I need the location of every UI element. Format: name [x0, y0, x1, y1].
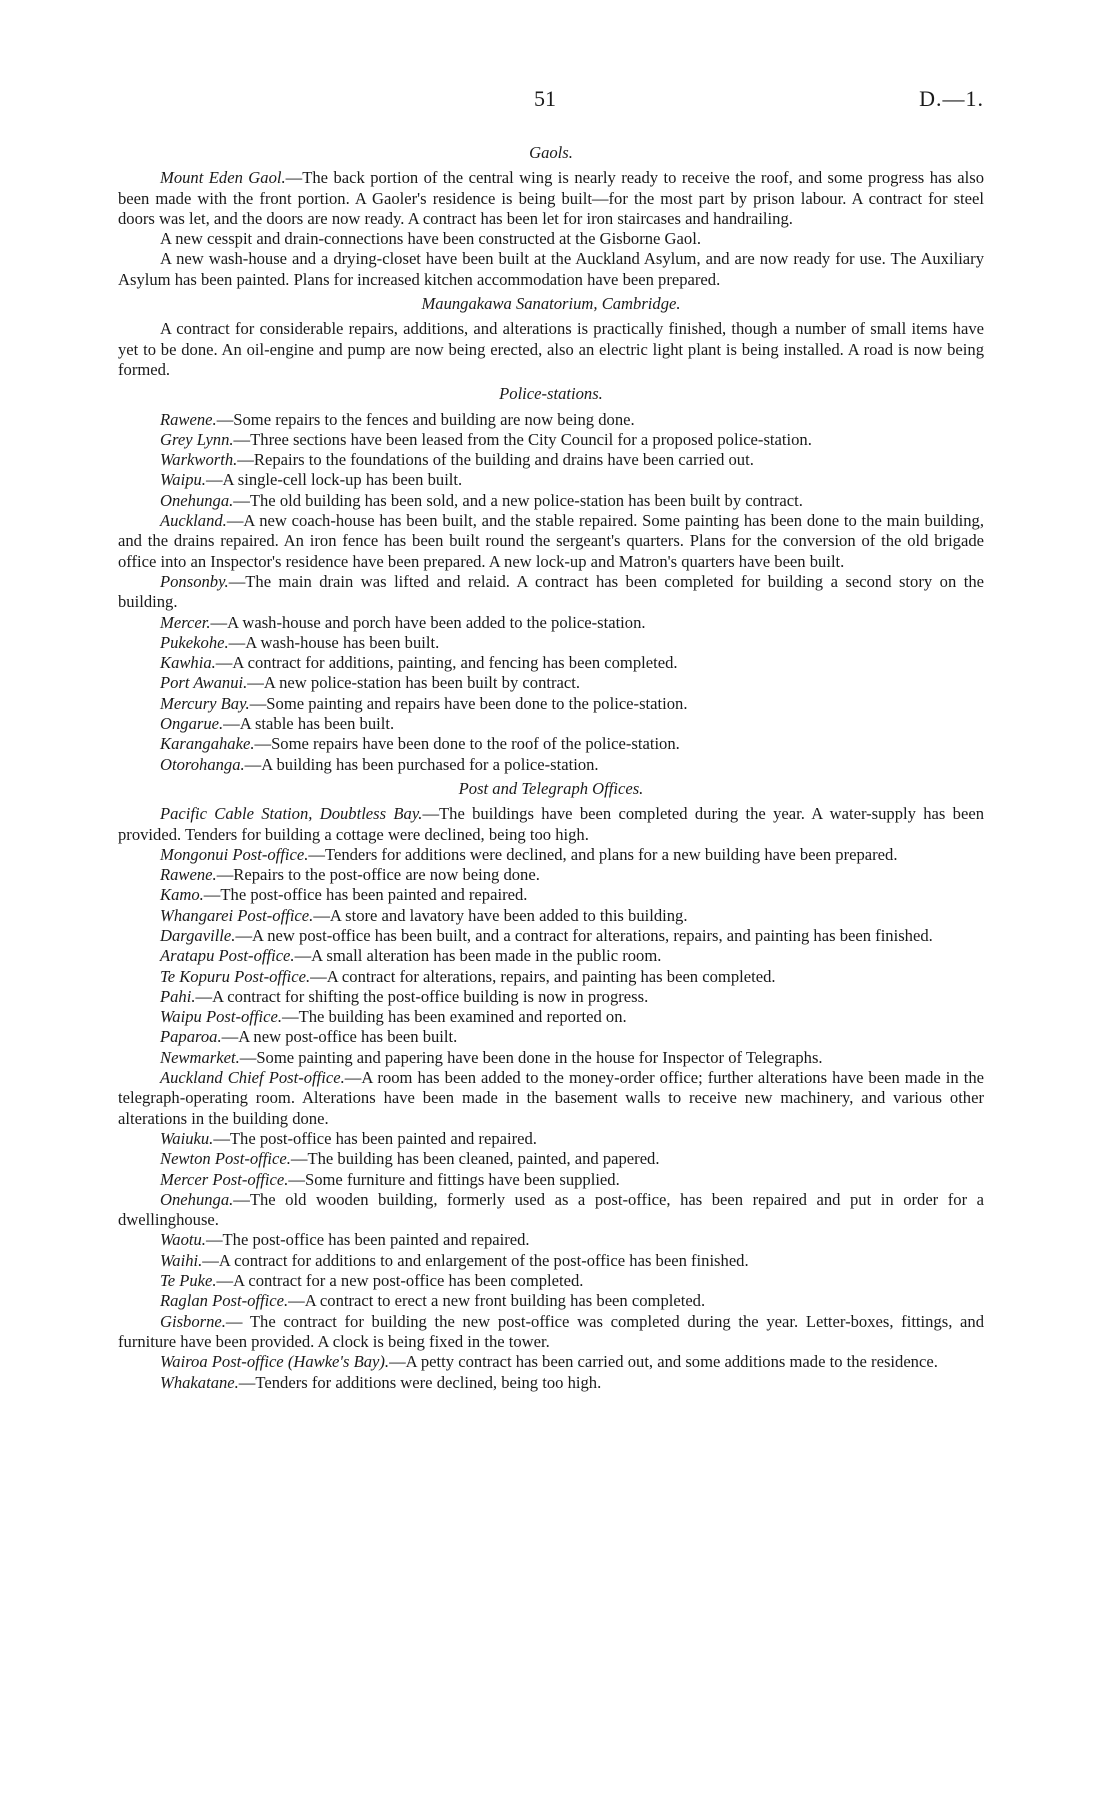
- paragraph: [118, 714, 984, 734]
- paragraph-lead: Port Awanui.: [160, 673, 248, 693]
- paragraph-lead: Pukekohe.: [160, 632, 229, 652]
- section-heading: Post and Telegraph Offices.: [458, 778, 644, 798]
- paragraph-text: —The post-office has been painted and repaired.: [203, 885, 528, 905]
- paragraph: [118, 168, 984, 229]
- paragraph-lead: Waotu.: [160, 1230, 206, 1250]
- paragraph-text: —A single-cell lock-up has been built.: [205, 470, 463, 490]
- paragraph-text: —Some furniture and fittings have been supplied.: [288, 1169, 620, 1189]
- paragraph-lead: Newton Post-office.: [160, 1149, 291, 1169]
- paragraph-text: —A wash-house and porch have been added to the police-station.: [210, 612, 646, 632]
- paragraph-text: —The building has been examined and reported on.: [281, 1007, 627, 1027]
- paragraph: [118, 1048, 984, 1068]
- paragraph-text: —A room has been added to the money-order office; further alterations have been made in the telegraph-operating room. Alterations have been made in the basement walls to receive new machinery, and various other alterations in the building done.: [118, 1068, 984, 1128]
- paragraph-lead: Ponsonby.: [160, 571, 229, 591]
- paragraph-text: —A store and lavatory have been added to this building.: [313, 905, 688, 925]
- paragraph-lead: Rawene.: [160, 409, 217, 429]
- paragraph-text: —A new police-station has been built by contract.: [247, 673, 581, 693]
- paragraph: [118, 987, 984, 1007]
- paragraph-text: —The buildings have been completed during the year. A water-supply has been provided. Tenders for building a cottage were declined, being too high.: [118, 804, 984, 844]
- paragraph-lead: Onehunga.: [160, 1189, 234, 1209]
- paragraph-lead: Mongonui Post-office.: [160, 844, 309, 864]
- paragraph-text: —Some repairs have been done to the roof of the police-station.: [254, 734, 680, 754]
- paragraph-lead: Whakatane.: [160, 1372, 239, 1392]
- paragraph-lead: Karangahake.: [160, 734, 255, 754]
- paragraph-text: —Repairs to the post-office are now being done.: [216, 865, 540, 885]
- paragraph: [118, 491, 984, 511]
- paragraph-text: A contract for considerable repairs, additions, and alterations is practically finished, though a number of small items have yet to be done. An oil-engine and pump are now being erected, also an electric light plant is being installed. A road is now being formed.: [118, 319, 984, 379]
- paragraph-lead: Ongarue.: [160, 714, 224, 734]
- paragraph-text: —A new post-office has been built, and a contract for alterations, repairs, and painting has been finished.: [235, 925, 933, 945]
- section-heading: Gaols.: [529, 143, 573, 162]
- paragraph: [118, 1373, 984, 1393]
- paragraph-lead: Raglan Post-office.: [160, 1291, 289, 1311]
- paragraph-lead: Waiuku.: [160, 1128, 214, 1148]
- section-heading: Maungakawa Sanatorium, Cambridge.: [421, 294, 681, 314]
- paragraph-lead: Auckland Chief Post-office.: [160, 1068, 345, 1088]
- paragraph-text: —A contract for a new post-office has been completed.: [216, 1271, 584, 1291]
- paragraph: [118, 1068, 984, 1129]
- paragraph: [118, 1170, 984, 1190]
- paragraph-lead: Mercer Post-office.: [160, 1169, 289, 1189]
- paragraph-text: —The main drain was lifted and relaid. A contract has been completed for building a second story on the building.: [118, 571, 984, 612]
- paragraph-lead: Pahi.: [160, 986, 196, 1006]
- paragraph-lead: Newmarket.: [160, 1047, 240, 1067]
- paragraph-lead: Onehunga.: [160, 490, 234, 510]
- paragraph: [118, 906, 984, 926]
- paragraph-text: —A contract for alterations, repairs, and painting has been completed.: [310, 966, 776, 986]
- paragraph-lead: Aratapu Post-office.: [160, 946, 295, 966]
- paragraph-text: —Some repairs to the fences and building are now being done.: [216, 409, 635, 429]
- paragraph: [118, 249, 984, 290]
- paragraph: [118, 885, 984, 905]
- paragraph: [118, 653, 984, 673]
- paragraph-lead: Dargaville.: [160, 925, 236, 945]
- paragraph-text: —A wash-house has been built.: [228, 632, 440, 652]
- paragraph-lead: Waipu Post-office.: [160, 1007, 282, 1027]
- paragraph-text: —The back portion of the central wing is nearly ready to receive the roof, and some progress has also been made with the front portion. A Gaoler's residence is being built—for the most part by prison labour. A contract for steel doors was let, and the doors are now ready. A contract has been let for iron staircases and handrailing.: [118, 168, 984, 228]
- paragraph: [118, 410, 984, 430]
- paragraph-text: —A new post-office has been built.: [221, 1027, 458, 1047]
- paragraph: [118, 470, 984, 490]
- paragraph-lead: Gisborne.: [160, 1311, 226, 1331]
- section-heading: Police-stations.: [499, 384, 603, 404]
- paragraph: [118, 946, 984, 966]
- paragraph: [118, 450, 984, 470]
- paragraph-lead: Kamo.: [160, 885, 204, 905]
- paragraph: [118, 926, 984, 946]
- paragraph-text: —The old wooden building, formerly used as a post-office, has been repaired and put in order for a dwellinghouse.: [118, 1189, 984, 1230]
- paragraph: [118, 845, 984, 865]
- paragraph-text: —A petty contract has been carried out, and some additions made to the residence.: [389, 1352, 938, 1372]
- paragraph: [118, 967, 984, 987]
- paragraph-lead: Rawene.: [160, 865, 217, 885]
- paragraph-text: —A contract for additions, painting, and fencing has been completed.: [215, 653, 678, 673]
- paragraph: [118, 1027, 984, 1047]
- paragraph-lead: Waipu.: [160, 470, 206, 490]
- page-number: 51: [534, 86, 556, 111]
- paragraph: [118, 319, 984, 380]
- paragraph-lead: Paparoa.: [160, 1027, 222, 1047]
- paragraph-lead: Warkworth.: [160, 450, 238, 470]
- paragraph-lead: Otorohanga.: [160, 754, 245, 774]
- document-body: [118, 143, 984, 1393]
- paragraph-lead: Te Kopuru Post-office.: [160, 966, 311, 986]
- paragraph: [118, 1149, 984, 1169]
- paragraph-text: —A contract for additions to and enlargement of the post-office has been finished.: [202, 1250, 749, 1270]
- paragraph-text: —A contract to erect a new front building has been completed.: [288, 1291, 706, 1311]
- paragraph-lead: Mercer.: [160, 612, 211, 632]
- paragraph: [118, 1251, 984, 1271]
- paragraph: [118, 1230, 984, 1250]
- paragraph: [118, 1129, 984, 1149]
- paragraph: [118, 511, 984, 572]
- paragraph: [118, 804, 984, 845]
- paragraph-lead: Whangarei Post-office.: [160, 905, 314, 925]
- paragraph: [118, 1352, 984, 1372]
- paragraph-lead: Waihi.: [160, 1250, 203, 1270]
- paragraph-lead: Grey Lynn.: [160, 429, 234, 449]
- paragraph-lead: Wairoa Post-office (Hawke's Bay).: [160, 1352, 390, 1372]
- paragraph: [118, 1271, 984, 1291]
- paragraph: [118, 229, 984, 249]
- paragraph-text: —Some painting and papering have been done in the house for Inspector of Telegraphs.: [239, 1047, 823, 1067]
- paragraph-lead: Kawhia.: [160, 653, 216, 673]
- paragraph-text: — The contract for building the new post-office was completed during the year. Letter-boxes, fittings, and furniture have been provided. A clock is being fixed in the tower.: [118, 1311, 984, 1351]
- paragraph-lead: Pacific Cable Station, Doubtless Bay.: [160, 804, 423, 824]
- paragraph-text: —Three sections have been leased from the City Council for a proposed police-station.: [233, 429, 812, 449]
- paragraph: [118, 1312, 984, 1353]
- paragraph: [118, 633, 984, 653]
- paragraph: [118, 865, 984, 885]
- paragraph: [118, 673, 984, 693]
- paragraph-text: —Tenders for additions were declined, being too high.: [238, 1372, 602, 1392]
- paragraph: [118, 430, 984, 450]
- paragraph-text: —A small alteration has been made in the public room.: [294, 946, 662, 966]
- paragraph: [118, 1190, 984, 1231]
- paragraph-text: —Repairs to the foundations of the building and drains have been carried out.: [237, 450, 754, 470]
- paragraph-text: —Tenders for additions were declined, and plans for a new building have been prepared.: [308, 844, 898, 864]
- document-reference: D.—1.: [919, 86, 984, 111]
- paragraph-text: A new wash-house and a drying-closet have been built at the Auckland Asylum, and are now ready for use. The Auxiliary Asylum has been painted. Plans for increased kitchen accommodation have been prepared.: [118, 249, 984, 289]
- paragraph: [118, 1007, 984, 1027]
- paragraph-text: —The building has been cleaned, painted, and papered.: [290, 1149, 660, 1169]
- paragraph-text: —The old building has been sold, and a new police-station has been built by contract.: [233, 490, 803, 510]
- paragraph: [118, 694, 984, 714]
- paragraph-text: —A contract for shifting the post-office building is now in progress.: [195, 986, 649, 1006]
- paragraph-text: —A new coach-house has been built, and the stable repaired. Some painting has been done to the main building, and the drains repaired. An iron fence has been built round the sergeant's quarters. Plans for the conversion of the old brigade office into an Inspector's residence have been prepared. A new lock-up and Matron's quarters have been built.: [118, 511, 984, 571]
- paragraph-lead: Auckland.: [160, 511, 227, 531]
- paragraph: [118, 755, 984, 775]
- paragraph-text: —The post-office has been painted and repaired.: [213, 1128, 537, 1148]
- page-header: [0, 86, 1114, 116]
- paragraph-lead: Te Puke.: [160, 1271, 217, 1291]
- paragraph-lead: Mercury Bay.: [160, 693, 250, 713]
- paragraph-text: —The post-office has been painted and repaired.: [205, 1230, 530, 1250]
- paragraph-lead: Mount Eden Gaol.: [160, 168, 286, 188]
- paragraph: [118, 734, 984, 754]
- paragraph: [118, 572, 984, 613]
- paragraph-text: —A building has been purchased for a police-station.: [244, 754, 599, 774]
- paragraph-text: A new cesspit and drain-connections have been constructed at the Gisborne Gaol.: [160, 229, 701, 249]
- paragraph: [118, 613, 984, 633]
- paragraph-text: —A stable has been built.: [223, 714, 395, 734]
- paragraph: [118, 1291, 984, 1311]
- paragraph-text: —Some painting and repairs have been done to the police-station.: [249, 693, 688, 713]
